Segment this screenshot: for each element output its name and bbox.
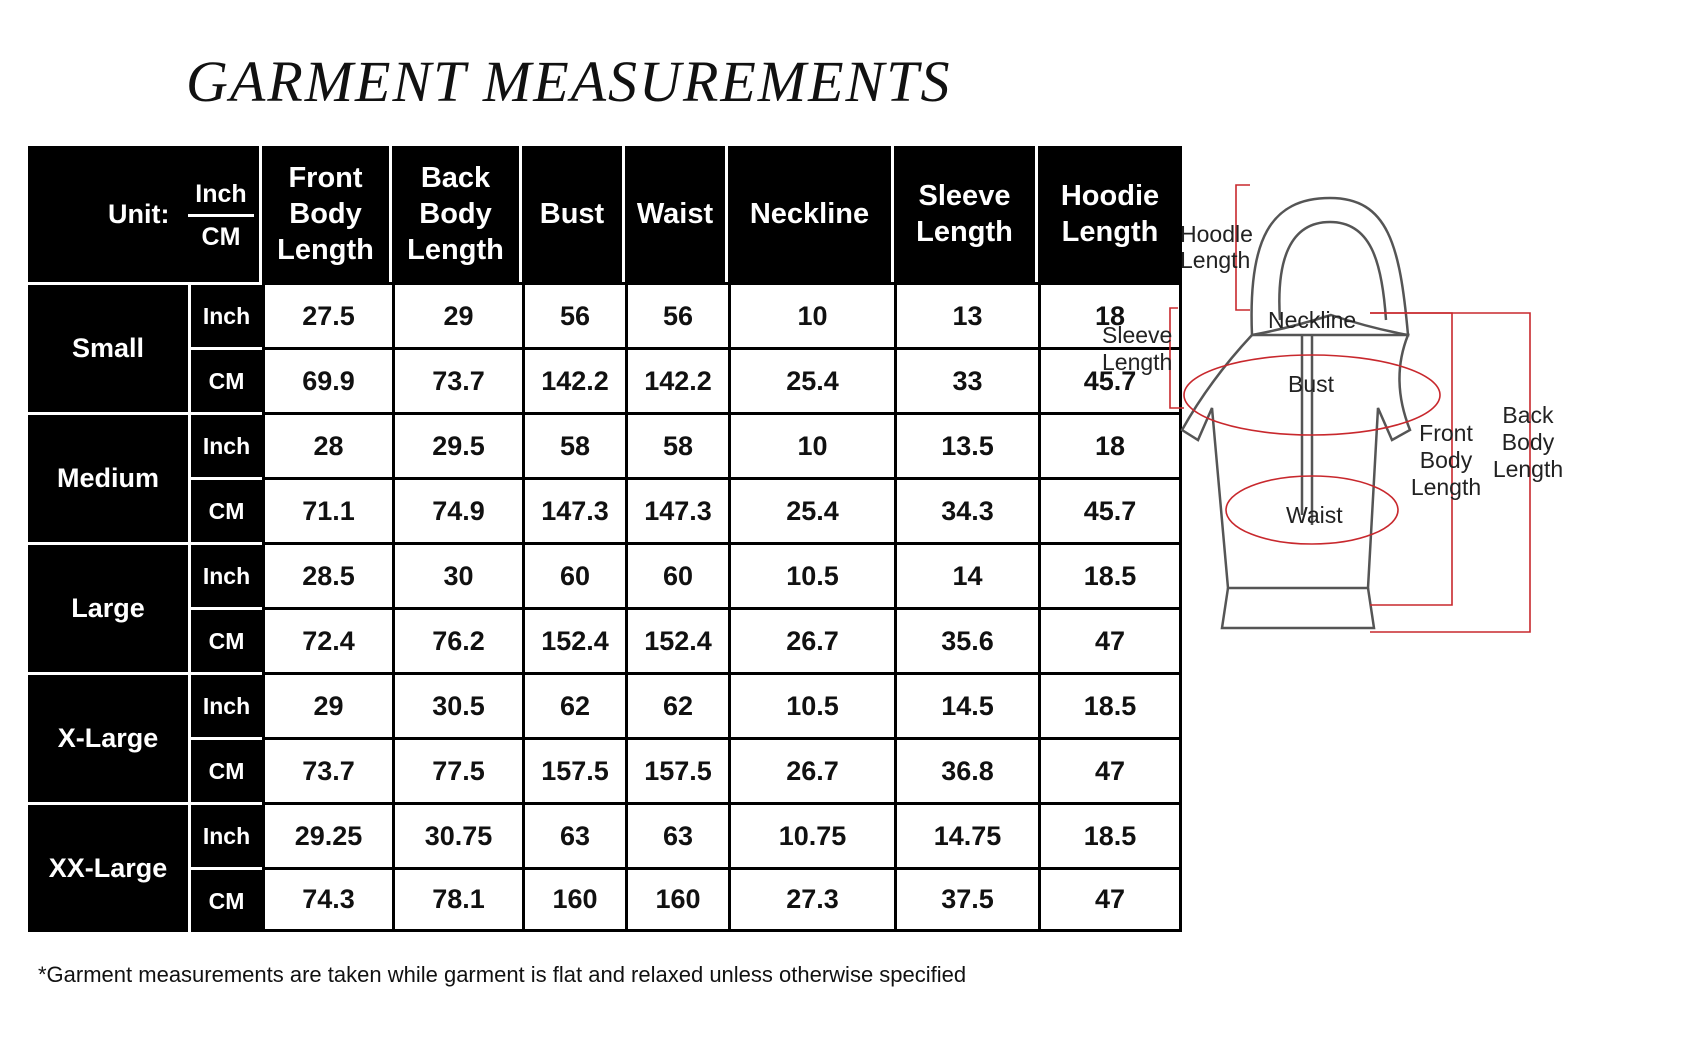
unit-cm-cell: CM — [188, 737, 262, 802]
measurement-cell: 29.5 — [392, 412, 522, 477]
measurement-cell: 18 — [1038, 412, 1182, 477]
measurement-cell: 30 — [392, 542, 522, 607]
measurement-cell: 58 — [625, 412, 728, 477]
measurement-cell: 10.5 — [728, 542, 894, 607]
sleeve-length-label-line1: Sleeve — [1102, 322, 1173, 348]
unit-cm-cell: CM — [188, 867, 262, 932]
measurement-cell: 10 — [728, 282, 894, 347]
back-body-length-label-line2: Body — [1501, 429, 1555, 455]
measurement-cell: 78.1 — [392, 867, 522, 932]
measurement-cell: 30.75 — [392, 802, 522, 867]
size-chart-table — [28, 146, 1182, 932]
measurement-cell: 18.5 — [1038, 542, 1182, 607]
column-header: Sleeve Length — [894, 146, 1038, 282]
page-title: GARMENT MEASUREMENTS — [186, 49, 952, 114]
column-header: Neckline — [728, 146, 894, 282]
hoodle-length-label-line1: Hoodle — [1180, 221, 1253, 247]
neckline-label: Neckline — [1268, 307, 1357, 333]
measurement-cell: 29 — [392, 282, 522, 347]
measurement-cell: 18.5 — [1038, 802, 1182, 867]
measurement-cell: 37.5 — [894, 867, 1038, 932]
back-body-length-label-line3: Length — [1492, 456, 1564, 482]
measurement-cell: 14.5 — [894, 672, 1038, 737]
measurement-cell: 73.7 — [392, 347, 522, 412]
measurement-cell: 34.3 — [894, 477, 1038, 542]
measurement-cell: 13.5 — [894, 412, 1038, 477]
column-header: Hoodie Length — [1038, 146, 1182, 282]
measurement-cell: 14.75 — [894, 802, 1038, 867]
measurement-cell: 72.4 — [262, 607, 392, 672]
front-body-length-label-line2: Body — [1419, 447, 1473, 473]
measurement-cell: 28 — [262, 412, 392, 477]
hem-band — [1222, 588, 1374, 628]
measurement-cell: 28.5 — [262, 542, 392, 607]
measurement-cell: 160 — [522, 867, 625, 932]
size-label: XX-Large — [28, 802, 188, 932]
measurement-cell: 26.7 — [728, 607, 894, 672]
measurement-cell: 142.2 — [625, 347, 728, 412]
size-label: Medium — [28, 412, 188, 542]
measurement-cell: 47 — [1038, 867, 1182, 932]
front-body-length-label-line3: Length — [1410, 474, 1482, 500]
measurement-cell: 25.4 — [728, 347, 894, 412]
unit-label: Unit: — [108, 199, 170, 229]
measurement-cell: 10.5 — [728, 672, 894, 737]
measurement-cell: 63 — [625, 802, 728, 867]
unit-cm-cell: CM — [188, 477, 262, 542]
measurement-cell: 60 — [625, 542, 728, 607]
measurement-cell: 47 — [1038, 737, 1182, 802]
unit-inch-cell: Inch — [188, 542, 262, 607]
column-header: Bust — [522, 146, 625, 282]
unit-inch-cell: Inch — [188, 412, 262, 477]
hoodle-length-label-line2: Length — [1180, 247, 1251, 273]
unit-header — [28, 146, 262, 282]
measurement-cell: 26.7 — [728, 737, 894, 802]
measurement-cell: 56 — [625, 282, 728, 347]
measurement-cell: 18 — [1038, 282, 1182, 347]
front-body-length-label-line1: Front — [1419, 420, 1473, 446]
measurement-cell: 29.25 — [262, 802, 392, 867]
measurement-cell: 45.7 — [1038, 477, 1182, 542]
measurement-cell: 63 — [522, 802, 625, 867]
unit-inch-cell: Inch — [188, 282, 262, 347]
column-header: Back Body Length — [392, 146, 522, 282]
measurement-cell: 56 — [522, 282, 625, 347]
measurement-cell: 142.2 — [522, 347, 625, 412]
measurement-cell: 157.5 — [522, 737, 625, 802]
measurement-cell: 14 — [894, 542, 1038, 607]
size-label: Small — [28, 282, 188, 412]
unit-cm-label: CM — [201, 223, 241, 251]
measurement-cell: 74.9 — [392, 477, 522, 542]
column-header: Waist — [625, 146, 728, 282]
measurement-cell: 35.6 — [894, 607, 1038, 672]
size-label: Large — [28, 542, 188, 672]
measurement-cell: 71.1 — [262, 477, 392, 542]
measurement-cell: 10.75 — [728, 802, 894, 867]
unit-cm-cell: CM — [188, 607, 262, 672]
measurement-cell: 69.9 — [262, 347, 392, 412]
size-label: X-Large — [28, 672, 188, 802]
unit-inch-label: Inch — [195, 180, 247, 208]
unit-cm-cell: CM — [188, 347, 262, 412]
measurement-note: *Garment measurements are taken while garment is flat and relaxed unless otherwise specified — [38, 962, 967, 987]
measurement-cell: 27.5 — [262, 282, 392, 347]
measurement-cell: 45.7 — [1038, 347, 1182, 412]
measurement-cell: 62 — [625, 672, 728, 737]
measurement-cell: 29 — [262, 672, 392, 737]
measurement-cell: 30.5 — [392, 672, 522, 737]
measurement-cell: 152.4 — [522, 607, 625, 672]
sleeve-length-label-line2: Length — [1102, 349, 1173, 375]
measurement-cell: 33 — [894, 347, 1038, 412]
measurement-cell: 157.5 — [625, 737, 728, 802]
measurement-cell: 74.3 — [262, 867, 392, 932]
measurement-cell: 18.5 — [1038, 672, 1182, 737]
measurement-cell: 152.4 — [625, 607, 728, 672]
waist-label: Waist — [1286, 502, 1343, 528]
unit-fraction — [188, 176, 254, 255]
measurement-cell: 10 — [728, 412, 894, 477]
unit-divider — [188, 214, 254, 217]
measurement-cell: 73.7 — [262, 737, 392, 802]
measurement-cell: 27.3 — [728, 867, 894, 932]
unit-inch-cell: Inch — [188, 802, 262, 867]
column-header: Front Body Length — [262, 146, 392, 282]
measurement-cell: 36.8 — [894, 737, 1038, 802]
measurement-cell: 60 — [522, 542, 625, 607]
measurement-cell: 76.2 — [392, 607, 522, 672]
bust-label: Bust — [1288, 371, 1335, 397]
unit-inch-cell: Inch — [188, 672, 262, 737]
measurement-cell: 47 — [1038, 607, 1182, 672]
size-chart-body — [28, 282, 1182, 932]
measurement-cell: 62 — [522, 672, 625, 737]
measurement-cell: 25.4 — [728, 477, 894, 542]
measurement-cell: 147.3 — [625, 477, 728, 542]
hood-inner-outline — [1279, 222, 1386, 320]
measurement-cell: 147.3 — [522, 477, 625, 542]
measurement-cell: 160 — [625, 867, 728, 932]
measurement-cell: 77.5 — [392, 737, 522, 802]
back-body-length-label-line1: Back — [1502, 402, 1554, 428]
measurement-cell: 58 — [522, 412, 625, 477]
measurement-cell: 13 — [894, 282, 1038, 347]
